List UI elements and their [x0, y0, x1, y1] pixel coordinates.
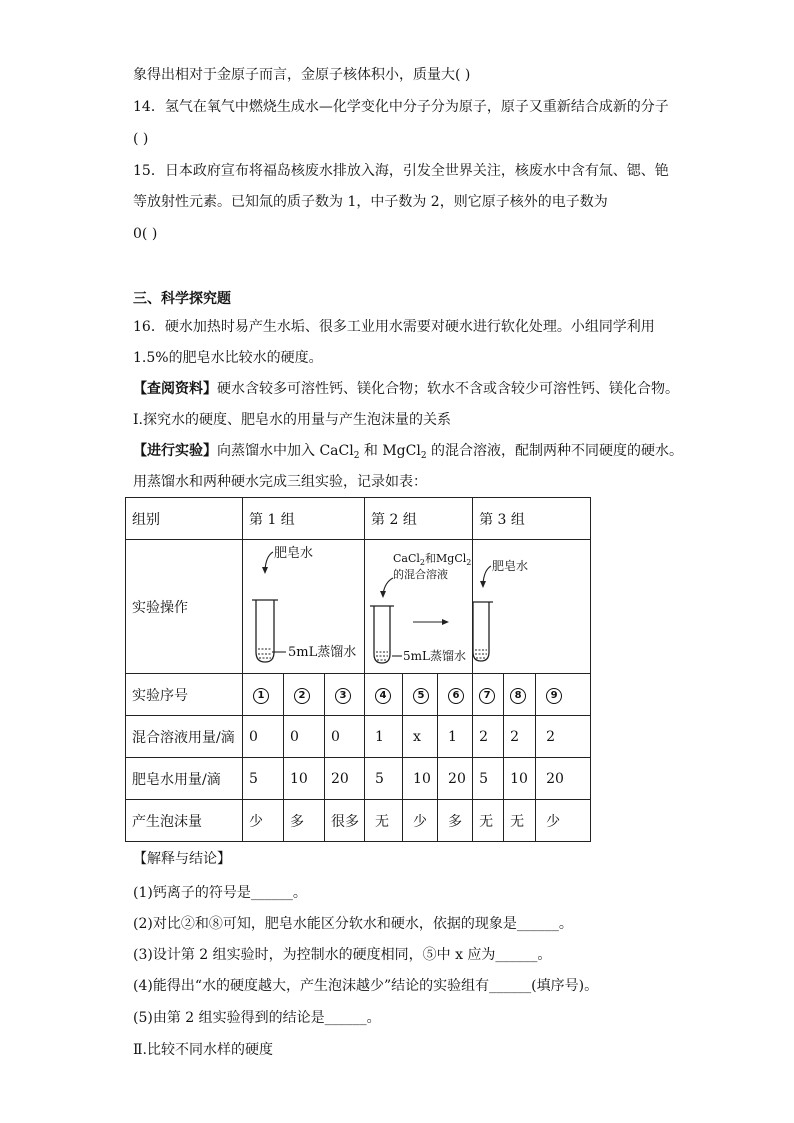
table-cell: 2 — [473, 716, 504, 758]
question-part-3: (3)设计第 2 组实验时，为控制水的硬度相同，⑤中 x 应为______。 — [133, 947, 552, 963]
table-cell: 10 — [284, 758, 325, 800]
seq-number: 6 — [448, 688, 464, 704]
table-cell: 多 — [438, 800, 473, 842]
seq-cell — [365, 674, 403, 716]
row-label: 肥皂水用量/滴 — [126, 758, 243, 800]
table-cell: 5 — [243, 758, 284, 800]
question-14: 14．氢气在氧气中燃烧生成水—化学变化中分子分为原子，原子又重新结合成新的分子 — [133, 99, 669, 115]
table-row-soap-amount — [126, 758, 591, 800]
table-cell: 20 — [438, 758, 473, 800]
part-2-title: Ⅱ.比较不同水样的硬度 — [133, 1042, 273, 1058]
seq-cell — [504, 674, 536, 716]
seq-cell — [325, 674, 365, 716]
group-2-figure — [365, 540, 473, 674]
water-label-1: 5mL蒸馏水 — [288, 645, 357, 660]
table-cell: 10 — [504, 758, 536, 800]
experiment-tag: 【进行实验】 — [133, 443, 217, 459]
experiment-table — [125, 497, 591, 842]
seq-cell — [473, 674, 504, 716]
table-cell: 少 — [536, 800, 591, 842]
row-label: 产生泡沫量 — [126, 800, 243, 842]
table-cell: 少 — [243, 800, 284, 842]
table-cell: 10 — [403, 758, 438, 800]
soap-label-1: 肥皂水 — [274, 546, 314, 561]
row-label: 混合溶液用量/滴 — [126, 716, 243, 758]
table-cell: 1 — [438, 716, 473, 758]
table-cell: 很多 — [325, 800, 365, 842]
table-cell: 无 — [365, 800, 403, 842]
table-row-foam — [126, 800, 591, 842]
header-group-3: 第 3 组 — [473, 498, 591, 540]
seq-cell — [438, 674, 473, 716]
header-group-2: 第 2 组 — [365, 498, 473, 540]
soap-label-2: 肥皂水 — [492, 559, 529, 573]
question-13-tail: 象得出相对于金原子而言，金原子核体积小，质量大( ) — [133, 67, 471, 83]
table-cell: 20 — [536, 758, 591, 800]
exp-sub-1: 2 — [353, 451, 360, 461]
question-part-1: (1)钙离子的符号是______。 — [133, 885, 307, 901]
table-cell: 0 — [243, 716, 284, 758]
table-cell: 2 — [536, 716, 591, 758]
part-1-title: Ⅰ.探究水的硬度、肥皂水的用量与产生泡沫量的关系 — [133, 412, 451, 428]
test-tube-figure-1 — [243, 540, 365, 673]
explain-title: 【解释与结论】 — [133, 851, 231, 867]
seq-number: 5 — [413, 688, 429, 704]
experiment-description — [133, 441, 683, 461]
table-cell: 0 — [325, 716, 365, 758]
question-part-2: (2)对比②和⑧可知，肥皂水能区分软水和硬水，依据的现象是______。 — [133, 916, 573, 932]
question-part-5: (5)由第 2 组实验得到的结论是______。 — [133, 1010, 381, 1026]
seq-cell — [536, 674, 591, 716]
table-cell: 1 — [365, 716, 403, 758]
seq-number: 8 — [510, 688, 526, 704]
question-15-answer: 0( ) — [133, 226, 158, 242]
table-cell: 多 — [284, 800, 325, 842]
table-cell: 无 — [473, 800, 504, 842]
seq-cell — [403, 674, 438, 716]
seq-number: 2 — [294, 688, 310, 704]
mix-label-line2: 的混合溶液 — [393, 568, 449, 581]
water-label-2: 5mL蒸馏水 — [403, 649, 467, 663]
header-label: 组别 — [126, 498, 243, 540]
seq-number: 7 — [479, 688, 495, 704]
header-group-1: 第 1 组 — [243, 498, 365, 540]
seq-cell — [284, 674, 325, 716]
table-header-row — [126, 498, 591, 540]
table-operation-row — [126, 540, 591, 674]
operation-label: 实验操作 — [126, 540, 243, 674]
seq-number: 1 — [253, 688, 269, 704]
table-cell: 20 — [325, 758, 365, 800]
table-cell: 5 — [473, 758, 504, 800]
table-row-sequence — [126, 674, 591, 716]
question-part-4: (4)能得出“水的硬度越大，产生泡沫越少”结论的实验组有______(填序号)。 — [133, 978, 599, 994]
mix-label-sub1: 2 — [419, 558, 426, 567]
mix-label-a: CaCl — [393, 552, 420, 565]
table-cell: 0 — [284, 716, 325, 758]
row-label: 实验序号 — [126, 674, 243, 716]
question-14-answer: ( ) — [133, 131, 149, 147]
question-16-line1: 16．硬水加热时易产生水垢、很多工业用水需要对硬水进行软化处理。小组同学利用 — [133, 319, 655, 335]
mix-label-sub2: 2 — [466, 558, 472, 567]
mix-label-b: 和MgCl — [425, 552, 467, 565]
table-cell: 2 — [504, 716, 536, 758]
table-cell: 少 — [403, 800, 438, 842]
reference-material — [133, 379, 679, 399]
reference-tag: 【查阅资料】 — [133, 381, 217, 397]
mix-label-line1 — [393, 552, 471, 567]
table-cell: 5 — [365, 758, 403, 800]
exp-text-2: 和 MgCl — [359, 443, 421, 459]
test-tube-figure-3 — [473, 540, 591, 673]
question-15-line2: 等放射性元素。已知氚的质子数为 1，中子数为 2，则它原子核外的电子数为 — [133, 194, 608, 210]
group-1-figure — [243, 540, 365, 674]
exp-text-3: 的混合溶液，配制两种不同硬度的硬水。 — [426, 443, 684, 459]
section-title: 三、科学探究题 — [133, 291, 231, 307]
arrow-right-icon — [442, 619, 449, 625]
table-intro: 用蒸馏水和两种硬水完成三组实验，记录如表： — [133, 474, 427, 490]
question-16-line2: 1.5%的肥皂水比较水的硬度。 — [133, 350, 323, 366]
seq-number: 3 — [335, 688, 351, 704]
table-cell: x — [403, 716, 438, 758]
question-15-line1: 15．日本政府宣布将福岛核废水排放入海，引发全世界关注，核废水中含有氚、锶、铯 — [133, 163, 669, 179]
seq-number: 9 — [546, 688, 562, 704]
exp-sub-2: 2 — [420, 451, 427, 461]
table-row-mix-amount — [126, 716, 591, 758]
exp-text-1: 向蒸馏水中加入 CaCl — [217, 443, 354, 459]
reference-body: 硬水含较多可溶性钙、镁化合物；软水不含或含较少可溶性钙、镁化合物。 — [217, 381, 679, 397]
seq-cell — [243, 674, 284, 716]
seq-number: 4 — [375, 688, 391, 704]
test-tube-figure-2 — [365, 540, 473, 673]
group-3-figure — [473, 540, 591, 674]
table-cell: 无 — [504, 800, 536, 842]
